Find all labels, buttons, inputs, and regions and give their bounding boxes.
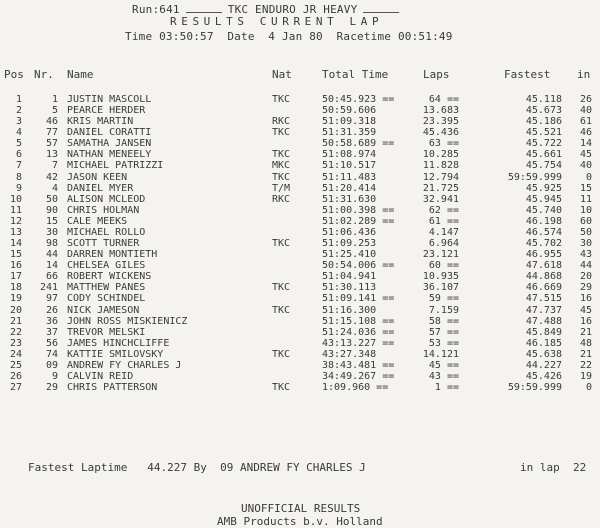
row-pos: 19 <box>9 293 22 305</box>
row-name: PEARCE HERDER <box>67 105 146 117</box>
row-laps: 59 == <box>428 293 459 305</box>
row-fastest: 46.574 <box>525 226 562 238</box>
row-name: MICHAEL PATRIZZI <box>67 160 164 172</box>
row-total-time: 51:31.359 <box>322 127 377 139</box>
row-nr: 7 <box>51 160 58 172</box>
row-nr: 42 <box>45 171 58 183</box>
table-row <box>0 205 600 216</box>
row-name: DANIEL MYER <box>67 182 134 194</box>
table-row <box>0 249 600 260</box>
row-nr: 30 <box>45 226 58 238</box>
row-nat: TKC <box>272 149 291 161</box>
table-row <box>0 149 600 160</box>
row-pos: 1 <box>15 94 22 105</box>
row-pos: 12 <box>9 215 22 227</box>
row-fastest: 45.638 <box>525 348 562 360</box>
row-name: SAMATHA JANSEN <box>67 138 152 150</box>
row-laps: 10.285 <box>422 149 459 161</box>
in-lap-label: in lap <box>520 461 560 474</box>
row-fastest: 45.945 <box>525 193 562 205</box>
page-title: RESULTS CURRENT LAP <box>170 15 384 28</box>
row-name: CALE MEEKS <box>67 215 128 227</box>
row-fastest: 45.702 <box>525 238 562 250</box>
row-pos: 6 <box>15 149 22 161</box>
row-laps: 57 == <box>428 326 459 338</box>
row-fastest: 45.849 <box>525 326 562 338</box>
row-total-time: 51:30.113 <box>322 282 377 294</box>
row-laps: 53 == <box>428 337 459 349</box>
row-fastest: 46.198 <box>525 215 562 227</box>
row-fastest: 45.754 <box>525 160 562 172</box>
row-nr: 77 <box>45 127 58 139</box>
row-nr: 97 <box>45 293 58 305</box>
table-row <box>0 293 600 304</box>
table-row <box>0 382 600 393</box>
col-total-header: Total Time <box>322 68 389 81</box>
row-nr: 57 <box>45 138 58 150</box>
row-total-time: 50:58.689 == <box>322 138 395 150</box>
row-fastest: 44.868 <box>525 271 562 283</box>
row-name: MATTHEW PANES <box>67 282 146 294</box>
row-nat: TKC <box>272 382 291 394</box>
row-nr: 46 <box>45 116 58 128</box>
row-name: TREVOR MELSKI <box>67 326 146 338</box>
row-nr: 29 <box>45 382 58 394</box>
row-total-time: 51:20.414 <box>322 182 377 194</box>
row-name: JASON KEEN <box>67 171 128 183</box>
table-row <box>0 305 600 316</box>
row-fastest: 45.186 <box>525 116 562 128</box>
row-total-time: 50:59.606 <box>322 105 377 117</box>
row-nat: TKC <box>272 127 291 139</box>
row-pos: 25 <box>9 359 22 371</box>
in-lap-line <box>520 461 586 474</box>
row-pos: 15 <box>9 249 22 261</box>
table-row <box>0 360 600 371</box>
row-nr: 37 <box>45 326 58 338</box>
row-total-time: 43:13.227 == <box>322 337 395 349</box>
table-row <box>0 349 600 360</box>
table-row <box>0 216 600 227</box>
row-nr: 4 <box>51 182 58 194</box>
row-total-time: 38:43.481 == <box>322 359 395 371</box>
col-pos-header: Pos <box>4 68 24 81</box>
row-pos: 8 <box>15 171 22 183</box>
row-fastest: 45.673 <box>525 105 562 117</box>
row-pos: 18 <box>9 282 22 294</box>
row-name: NICK JAMESON <box>67 304 140 316</box>
col-nr-header: Nr. <box>34 68 54 81</box>
row-in-lap: 19 <box>579 371 592 382</box>
row-nr: 5 <box>51 105 58 117</box>
row-pos: 20 <box>9 304 22 316</box>
col-nat-header: Nat <box>272 68 292 81</box>
row-in-lap: 40 <box>579 105 592 117</box>
row-in-lap: 16 <box>579 315 592 327</box>
row-laps: 23.121 <box>422 249 459 261</box>
row-in-lap: 21 <box>579 326 592 338</box>
row-nat: TKC <box>272 348 291 360</box>
col-in-header: in <box>577 68 591 81</box>
row-fastest: 47.737 <box>525 304 562 316</box>
row-fastest: 59:59.999 <box>507 382 562 394</box>
row-laps: 60 == <box>428 260 459 272</box>
row-in-lap: 21 <box>579 348 592 360</box>
row-laps: 61 == <box>428 215 459 227</box>
row-laps: 43 == <box>428 371 459 382</box>
row-total-time: 51:09.318 <box>322 116 377 128</box>
row-total-time: 34:49.267 == <box>322 371 395 382</box>
row-nr: 9 <box>51 371 58 382</box>
row-pos: 11 <box>9 204 22 216</box>
row-pos: 17 <box>9 271 22 283</box>
row-nat: TKC <box>272 171 291 183</box>
row-nr: 14 <box>45 260 58 272</box>
row-fastest: 47.488 <box>525 315 562 327</box>
row-name: JAMES HINCHCLIFFE <box>67 337 170 349</box>
row-total-time: 51:11.483 <box>322 171 377 183</box>
row-name: SCOTT TURNER <box>67 238 140 250</box>
row-pos: 13 <box>9 226 22 238</box>
row-in-lap: 15 <box>579 182 592 194</box>
table-row <box>0 227 600 238</box>
fastest-time: 44.227 <box>147 461 187 474</box>
row-total-time: 51:16.300 <box>322 304 377 316</box>
run-number: Run:641 <box>132 3 180 16</box>
row-nr: 15 <box>45 215 58 227</box>
table-row <box>0 338 600 349</box>
table-row <box>0 116 600 127</box>
row-total-time: 51:08.974 <box>322 149 377 161</box>
row-fastest: 45.661 <box>525 149 562 161</box>
vendor-line: AMB Products b.v. Holland <box>217 515 383 528</box>
row-in-lap: 20 <box>579 271 592 283</box>
row-nr: 1 <box>51 94 58 105</box>
row-in-lap: 0 <box>585 382 592 394</box>
row-laps: 58 == <box>428 315 459 327</box>
row-in-lap: 30 <box>579 238 592 250</box>
row-laps: 6.964 <box>428 238 459 250</box>
row-laps: 14.121 <box>422 348 459 360</box>
row-name: ROBERT WICKENS <box>67 271 152 283</box>
row-laps: 13.683 <box>422 105 459 117</box>
row-total-time: 51:10.517 <box>322 160 377 172</box>
fastest-label: Fastest Laptime <box>28 461 128 474</box>
row-laps: 64 == <box>428 94 459 105</box>
row-laps: 21.725 <box>422 182 459 194</box>
unofficial-results: UNOFFICIAL RESULTS <box>241 502 361 515</box>
row-total-time: 51:00.398 == <box>322 204 395 216</box>
row-name: CODY SCHINDEL <box>67 293 146 305</box>
row-pos: 3 <box>15 116 22 128</box>
row-in-lap: 44 <box>579 260 592 272</box>
fastest-laptime-line <box>28 461 366 474</box>
row-in-lap: 26 <box>579 94 592 105</box>
row-name: DARREN MONTIETH <box>67 249 158 261</box>
row-name: CHRIS PATTERSON <box>67 382 158 394</box>
row-in-lap: 48 <box>579 337 592 349</box>
row-nr: 44 <box>45 249 58 261</box>
time-header <box>125 30 453 43</box>
row-in-lap: 50 <box>579 226 592 238</box>
row-in-lap: 0 <box>585 171 592 183</box>
row-total-time: 51:02.289 == <box>322 215 395 227</box>
row-laps: 12.794 <box>422 171 459 183</box>
table-row <box>0 327 600 338</box>
row-total-time: 50:54.006 == <box>322 260 395 272</box>
table-row <box>0 238 600 249</box>
row-fastest: 45.118 <box>525 94 562 105</box>
row-in-lap: 61 <box>579 116 592 128</box>
table-row <box>0 271 600 282</box>
row-pos: 23 <box>9 337 22 349</box>
row-fastest: 47.618 <box>525 260 562 272</box>
row-nr: 50 <box>45 193 58 205</box>
row-in-lap: 10 <box>579 204 592 216</box>
row-nat: MKC <box>272 160 291 172</box>
row-pos: 9 <box>15 182 22 194</box>
row-fastest: 46.185 <box>525 337 562 349</box>
row-in-lap: 29 <box>579 282 592 294</box>
row-name: CHRIS HOLMAN <box>67 204 140 216</box>
row-fastest: 59:59.999 <box>507 171 562 183</box>
row-name: CALVIN REID <box>67 371 134 382</box>
row-total-time: 51:31.630 <box>322 193 377 205</box>
row-nr: 26 <box>45 304 58 316</box>
row-nr: 56 <box>45 337 58 349</box>
table-row <box>0 127 600 138</box>
row-total-time: 51:04.941 <box>322 271 377 283</box>
row-laps: 45.436 <box>422 127 459 139</box>
table-row <box>0 371 600 382</box>
row-nr: 90 <box>45 204 58 216</box>
row-nr: 66 <box>45 271 58 283</box>
row-fastest: 45.426 <box>525 371 562 382</box>
row-name: DANIEL CORATTI <box>67 127 152 139</box>
row-pos: 7 <box>15 160 22 172</box>
row-pos: 2 <box>15 105 22 117</box>
row-total-time: 1:09.960 == <box>322 382 389 394</box>
row-in-lap: 46 <box>579 127 592 139</box>
table-row <box>0 282 600 293</box>
row-name: MICHAEL ROLLO <box>67 226 146 238</box>
row-pos: 22 <box>9 326 22 338</box>
row-in-lap: 22 <box>579 359 592 371</box>
row-in-lap: 40 <box>579 160 592 172</box>
row-pos: 27 <box>9 382 22 394</box>
row-pos: 10 <box>9 193 22 205</box>
race-time: Racetime 00:51:49 <box>336 30 453 43</box>
row-laps: 1 == <box>434 382 459 394</box>
row-laps: 23.395 <box>422 116 459 128</box>
blank-line <box>363 12 399 13</box>
row-pos: 5 <box>15 138 22 150</box>
row-laps: 62 == <box>428 204 459 216</box>
print-date: Date 4 Jan 80 <box>227 30 323 43</box>
col-laps-header: Laps <box>423 68 450 81</box>
in-lap-value: 22 <box>573 461 587 474</box>
row-pos: 4 <box>15 127 22 139</box>
row-name: CHELSEA GILES <box>67 260 146 272</box>
row-name: JOHN ROSS MISKIENICZ <box>67 315 188 327</box>
row-fastest: 46.955 <box>525 249 562 261</box>
table-row <box>0 105 600 116</box>
print-time: Time 03:50:57 <box>125 30 214 43</box>
row-total-time: 50:45.923 == <box>322 94 395 105</box>
row-total-time: 43:27.348 <box>322 348 377 360</box>
row-nr: 09 <box>45 359 58 371</box>
row-fastest: 45.925 <box>525 182 562 194</box>
row-fastest: 45.521 <box>525 127 562 139</box>
row-total-time: 51:09.141 == <box>322 293 395 305</box>
row-laps: 36.107 <box>422 282 459 294</box>
row-in-lap: 43 <box>579 249 592 261</box>
row-nat: RKC <box>272 193 291 205</box>
row-nat: T/M <box>272 182 291 194</box>
row-laps: 4.147 <box>428 226 459 238</box>
row-fastest: 47.515 <box>525 293 562 305</box>
table-row <box>0 160 600 171</box>
row-total-time: 51:06.436 <box>322 226 377 238</box>
row-total-time: 51:15.108 == <box>322 315 395 327</box>
row-name: ALISON MCLEOD <box>67 193 146 205</box>
row-pos: 24 <box>9 348 22 360</box>
table-row <box>0 94 600 105</box>
col-fastest-header: Fastest <box>504 68 551 81</box>
row-in-lap: 45 <box>579 149 592 161</box>
row-total-time: 51:24.036 == <box>322 326 395 338</box>
row-fastest: 46.669 <box>525 282 562 294</box>
row-name: NATHAN MENEELY <box>67 149 152 161</box>
row-in-lap: 16 <box>579 293 592 305</box>
row-name: ANDREW FY CHARLES J <box>67 359 182 371</box>
table-row <box>0 316 600 327</box>
row-nr: 13 <box>45 149 58 161</box>
table-row <box>0 138 600 149</box>
row-nat: TKC <box>272 282 291 294</box>
blank-line <box>186 12 222 13</box>
table-row <box>0 172 600 183</box>
row-name: KATTIE SMILOVSKY <box>67 348 164 360</box>
row-nat: TKC <box>272 238 291 250</box>
row-in-lap: 45 <box>579 304 592 316</box>
row-nat: TKC <box>272 304 291 316</box>
row-in-lap: 60 <box>579 215 592 227</box>
row-laps: 45 == <box>428 359 459 371</box>
row-fastest: 45.722 <box>525 138 562 150</box>
row-laps: 11.828 <box>422 160 459 172</box>
fastest-driver: 09 ANDREW FY CHARLES J <box>220 461 366 474</box>
row-pos: 16 <box>9 260 22 272</box>
col-name-header: Name <box>67 68 94 81</box>
table-row <box>0 194 600 205</box>
row-nat: RKC <box>272 116 291 128</box>
row-pos: 21 <box>9 315 22 327</box>
row-nr: 74 <box>45 348 58 360</box>
table-row <box>0 260 600 271</box>
row-laps: 7.159 <box>428 304 459 316</box>
table-row <box>0 183 600 194</box>
row-total-time: 51:09.253 <box>322 238 377 250</box>
row-nat: TKC <box>272 94 291 105</box>
row-name: JUSTIN MASCOLL <box>67 94 152 105</box>
row-in-lap: 14 <box>579 138 592 150</box>
row-in-lap: 11 <box>579 193 592 205</box>
event-name: TKC ENDURO JR HEAVY <box>227 3 358 16</box>
row-total-time: 51:25.410 <box>322 249 377 261</box>
row-laps: 10.935 <box>422 271 459 283</box>
row-fastest: 45.740 <box>525 204 562 216</box>
row-laps: 63 == <box>428 138 459 150</box>
row-nr: 241 <box>39 282 58 294</box>
row-pos: 26 <box>9 371 22 382</box>
row-laps: 32.941 <box>422 193 459 205</box>
row-nr: 98 <box>45 238 58 250</box>
row-nr: 36 <box>45 315 58 327</box>
row-name: KRIS MARTIN <box>67 116 134 128</box>
by-label: By <box>193 461 207 474</box>
row-fastest: 44.227 <box>525 359 562 371</box>
row-pos: 14 <box>9 238 22 250</box>
